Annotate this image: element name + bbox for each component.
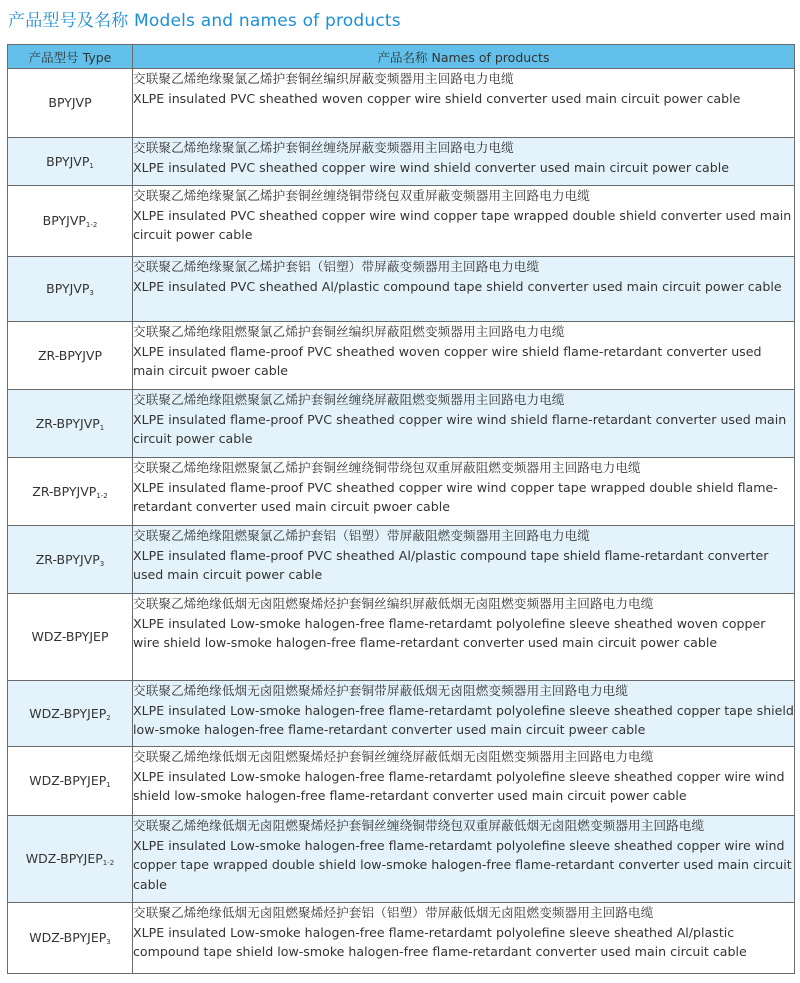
- type-cell: [8, 747, 133, 816]
- type-cell: [8, 681, 133, 747]
- name-chinese: 交联聚乙烯绝缘低烟无卤阻燃聚烯烃护套铜带屏蔽低烟无卤阻燃变频器用主回路电力电缆: [133, 683, 629, 698]
- table-row: [8, 903, 795, 974]
- type-cell: [8, 69, 133, 138]
- name-chinese: 交联聚乙烯绝缘阻燃聚氯乙烯护套铜丝缠绕屏蔽阻燃变频器用主回路电力电缆: [133, 392, 565, 407]
- name-cell: [133, 816, 795, 903]
- type-code: WDZ-BPYJEP: [29, 705, 107, 721]
- table-row: [8, 816, 795, 903]
- type-code: ZR-BPYJVP: [35, 551, 100, 567]
- type-cell: [8, 257, 133, 322]
- type-code: BPYJVP: [48, 95, 92, 110]
- name-cell: [133, 69, 795, 138]
- name-cell: [133, 186, 795, 257]
- table-row: [8, 458, 795, 526]
- name-chinese: 交联聚乙烯绝缘阻燃聚氯乙烯护套铜丝缠绕铜带绕包双重屏蔽阻燃变频器用主回路电力电缆: [133, 460, 641, 475]
- type-code: BPYJVP: [42, 213, 86, 228]
- column-header-type: 产品型号 Type: [8, 45, 133, 69]
- name-cell: [133, 458, 795, 526]
- type-code: BPYJVP: [46, 153, 90, 169]
- name-english: XLPE insulated Low-smoke halogen-free flame-retardamt polyolefine sleeve sheathed copper tape shield low-smoke halogen-free flame-retardant converter used main circuit pweer cable: [133, 702, 794, 738]
- name-chinese: 交联聚乙烯绝缘聚氯乙烯护套铝（铝塑）带屏蔽变频器用主回路电力电缆: [133, 259, 540, 274]
- type-cell: [8, 138, 133, 186]
- type-code: ZR-BPYJVP: [35, 415, 100, 431]
- type-code: ZR-BPYJVP: [37, 347, 103, 363]
- type-subscript: 3: [89, 289, 94, 297]
- table-row: [8, 186, 795, 257]
- products-table: [7, 44, 795, 974]
- name-english: XLPE insulated flame-proof PVC sheathed Al/plastic compound tape shield flame-retardant converter used main circuit power cable: [133, 547, 769, 583]
- type-cell: [8, 390, 133, 458]
- name-english: XLPE insulated Low-smoke halogen-free flame-retardamt polyolefine sleeve sheathed woven copper wire shield low-smoke halogen-free flame-retardant converter used main circuit power cable: [133, 615, 766, 651]
- name-chinese: 交联聚乙烯绝缘阻燃聚氯乙烯护套铜丝编织屏蔽阻燃变频器用主回路电力电缆: [133, 324, 565, 339]
- name-chinese: 交联聚乙烯绝缘聚氯乙烯护套铜丝缠绕屏蔽变频器用主回路电力电缆: [133, 140, 514, 155]
- type-subscript: 1-2: [96, 491, 108, 500]
- name-chinese: 交联聚乙烯绝缘低烟无卤阻燃聚烯烃护套铜丝缠绕屏蔽低烟无卤阻燃变频器用主回路电力电缆: [133, 749, 654, 764]
- type-cell: [8, 186, 133, 257]
- name-cell: [133, 138, 795, 186]
- name-cell: [133, 526, 795, 594]
- type-subscript: 1: [99, 423, 105, 432]
- name-english: XLPE insulated flame-proof PVC sheathed woven copper wire shield flame-retardant converter used main circuit pwoer cable: [133, 343, 762, 379]
- name-chinese: 交联聚乙烯绝缘低烟无卤阻燃聚烯烃护套铝（铝塑）带屏蔽低烟无卤阻燃变频器用主回路电缆: [133, 905, 654, 920]
- table-row: [8, 681, 795, 747]
- type-code: WDZ-BPYJEP: [25, 851, 103, 866]
- name-english: XLPE insulated Low-smoke halogen-free flame-retardamt polyolefine sleeve sheathed Al/plastic compound tape shield low-smoke halogen-free flame-retardant converter used main circuit cable: [133, 924, 747, 960]
- type-cell: [8, 594, 133, 681]
- name-cell: [133, 594, 795, 681]
- name-english: XLPE insulated Low-smoke halogen-free flame-retardamt polyolefine sleeve sheathed copper wire wind copper tape wrapped double shield low-smoke halogen-free flame-retardant converter used main circuit cable: [133, 837, 792, 892]
- table-row: [8, 322, 795, 390]
- name-english: XLPE insulated Low-smoke halogen-free flame-retardamt polyolefine sleeve sheathed copper wire wind shield low-smoke halogen-free flame-retardant converter used main circuit power cable: [133, 768, 785, 804]
- name-chinese: 交联聚乙烯绝缘聚氯乙烯护套铜丝编织屏蔽变频器用主回路电力电缆: [133, 71, 514, 86]
- name-cell: [133, 390, 795, 458]
- name-cell: [133, 903, 795, 974]
- type-subscript: 3: [99, 559, 105, 568]
- name-chinese: 交联聚乙烯绝缘聚氯乙烯护套铜丝缠绕铜带绕包双重屏蔽变频器用主回路电力电缆: [133, 188, 590, 203]
- name-english: XLPE insulated PVC sheathed woven copper wire shield converter used main circuit power cable: [133, 90, 741, 106]
- table-header-row: [8, 45, 795, 69]
- name-english: XLPE insulated PVC sheathed copper wire wind shield converter used main circuit power cable: [133, 159, 729, 175]
- type-subscript: 1-2: [102, 859, 115, 867]
- table-row: [8, 747, 795, 816]
- name-english: XLPE insulated flame-proof PVC sheathed copper wire wind shield flarne-retardant converter used main circuit power cable: [133, 411, 787, 447]
- column-header-name: 产品名称 Names of products: [133, 45, 795, 69]
- name-english: XLPE insulated PVC sheathed copper wire wind copper tape wrapped double shield converter used main circuit power cable: [133, 207, 792, 243]
- type-subscript: 1: [106, 781, 111, 789]
- name-chinese: 交联聚乙烯绝缘阻燃聚氯乙烯护套铝（铝塑）带屏蔽阻燃变频器用主回路电力电缆: [133, 528, 590, 543]
- name-cell: [133, 681, 795, 747]
- name-cell: [133, 747, 795, 816]
- name-chinese: 交联聚乙烯绝缘低烟无卤阻燃聚烯烃护套铜丝缠绕铜带绕包双重屏蔽低烟无卤阻燃变频器用主回路电缆: [133, 818, 705, 833]
- table-row: [8, 257, 795, 322]
- page-title: 产品型号及名称 Models and names of products: [8, 11, 401, 31]
- type-subscript: 2: [106, 713, 111, 722]
- type-code: WDZ-BPYJEP: [29, 773, 107, 788]
- type-cell: [8, 816, 133, 903]
- table-row: [8, 594, 795, 681]
- type-code: WDZ-BPYJEP: [29, 930, 107, 945]
- type-code: ZR-BPYJVP: [32, 483, 97, 499]
- name-chinese: 交联聚乙烯绝缘低烟无卤阻燃聚烯烃护套铜丝编织屏蔽低烟无卤阻燃变频器用主回路电力电缆: [133, 596, 654, 611]
- type-code: BPYJVP: [46, 281, 90, 296]
- type-cell: [8, 903, 133, 974]
- type-cell: [8, 458, 133, 526]
- table-row: [8, 390, 795, 458]
- name-cell: [133, 257, 795, 322]
- name-english: XLPE insulated PVC sheathed Al/plastic compound tape shield converter used main circuit power cable: [133, 278, 782, 294]
- table-row: [8, 69, 795, 138]
- type-subscript: 3: [106, 938, 111, 946]
- type-cell: [8, 526, 133, 594]
- name-english: XLPE insulated flame-proof PVC sheathed copper wire wind copper tape wrapped double shield flame-retardant converter used main circuit pwoer cable: [133, 479, 778, 515]
- type-subscript: 1-2: [85, 221, 98, 229]
- table-row: [8, 526, 795, 594]
- table-row: [8, 138, 795, 186]
- type-code: WDZ-BPYJEP: [31, 629, 109, 644]
- name-cell: [133, 322, 795, 390]
- type-subscript: 1: [89, 161, 94, 170]
- type-cell: [8, 322, 133, 390]
